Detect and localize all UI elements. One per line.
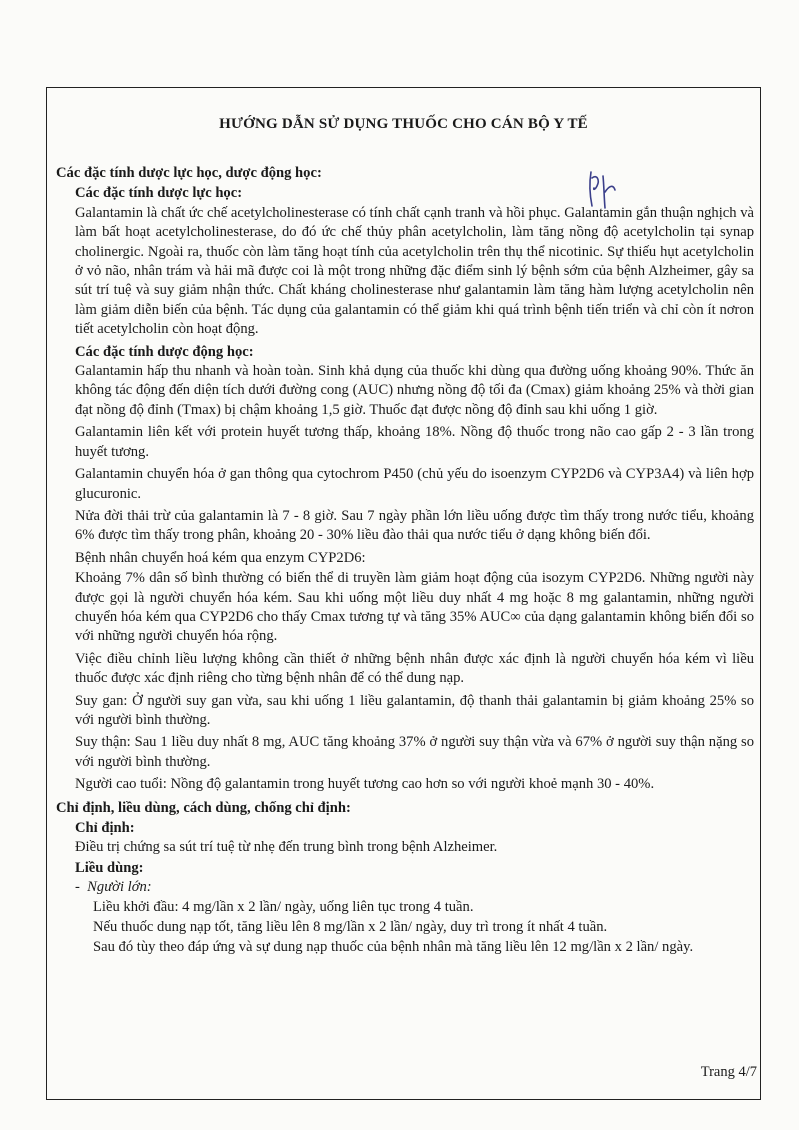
pk-paragraph-8: Suy gan: Ở người suy gan vừa, sau khi uống 1 liều galantamin, độ thanh thải galantamin bị giảm khoảng 25% so với người bình thường.: [75, 692, 754, 728]
pk-paragraph-3: Galantamin chuyển hóa ở gan thông qua cytochrom P450 (chủ yếu do isoenzym CYP2D6 và CYP3A4) và liên hợp glucuronic.: [75, 466, 754, 502]
handwritten-signature-icon: [585, 164, 625, 214]
indications-heading: Chỉ định, liều dùng, cách dùng, chống chỉ định:: [56, 799, 351, 816]
pk-paragraph-7: Việc điều chỉnh liều lượng không cần thiết ở những bệnh nhân được xác định là người chuyển hóa kém vì liều thuốc được xác định riêng cho từng bệnh nhân để có thể dung nạp.: [75, 650, 754, 687]
document-title: HƯỚNG DẪN SỬ DỤNG THUỐC CHO CÁN BỘ Y TẾ: [219, 116, 588, 132]
dose-line-2: Nếu thuốc dung nạp tốt, tăng liều lên 8 mg/lần x 2 lần/ ngày, duy trì trong ít nhất 4 tuần.: [93, 919, 608, 936]
pk-paragraph-10: Người cao tuổi: Nồng độ galantamin trong huyết tương cao hơn so với người khoẻ mạnh 30 - 40%.: [75, 776, 655, 793]
pharmacology-heading: Các đặc tính dược lực học, dược động học:: [56, 165, 322, 181]
chi-dinh-heading: Chỉ định:: [75, 820, 135, 836]
dose-line-1: Liều khởi đầu: 4 mg/lần x 2 lần/ ngày, uống liên tục trong 4 tuần.: [93, 898, 474, 915]
document-body: [56, 164, 754, 959]
page-number: Trang 4/7: [700, 1064, 757, 1080]
dose-line-3: Sau đó tùy theo đáp ứng và sự dung nạp thuốc của bệnh nhân mà tăng liều lên 12 mg/lần x 2 lần/ ngày.: [93, 939, 694, 956]
pk-paragraph-6: Khoảng 7% dân số bình thường có biến thể di truyền làm giảm hoạt động của isozym CYP2D6. Những người này được gọi là người chuyển hóa kém. Sau khi uống một liều duy nhất 4 mg hoặc 8 mg galantamin, những người chuyển hóa kém qua CYP2D6 cho thấy Cmax tương tự và tăng 35% AUC∞ của dạng galantamin không biến đổi so với những người chuyển hóa rộng.: [75, 570, 754, 645]
pk-paragraph-2: Galantamin liên kết với protein huyết tương thấp, khoảng 18%. Nồng độ thuốc trong não cao gấp 2 - 3 lần trong huyết tương.: [75, 424, 754, 460]
document-frame: [46, 87, 761, 1100]
adult-label-row: [75, 878, 754, 897]
adult-label: Người lớn:: [87, 879, 152, 896]
list-dash: -: [75, 879, 80, 896]
chi-dinh-text: Điều trị chứng sa sút trí tuệ từ nhẹ đến trung bình trong bệnh Alzheimer.: [75, 839, 498, 856]
pk-paragraph-9: Suy thận: Sau 1 liều duy nhất 8 mg, AUC tăng khoảng 37% ở người suy thận vừa và 67% ở người suy thận nặng so với người bình thường.: [75, 734, 754, 770]
pk-paragraph-1: Galantamin hấp thu nhanh và hoàn toàn. Sinh khả dụng của thuốc khi dùng qua đường uống khoảng 90%. Thức ăn không tác động đến diện tích dưới đường cong (AUC) nhưng nồng độ tối đa (Cmax) giảm khoảng 25% và thời gian đạt nồng độ đỉnh (Tmax) bị chậm khoảng 1,5 giờ. Thuốc đạt được nồng độ đỉnh sau khi uống 1 giờ.: [75, 363, 754, 418]
pharmacodynamics-text: Galantamin là chất ức chế acetylcholinesterase có tính chất cạnh tranh và hồi phục. Galantamin gắn thuận nghịch và làm bất hoạt acetylcholinesterase, do đó ức chế thủy phân acetylcholin, làm tăng nồng độ acetylcholin tại synap cholinergic. Ngoài ra, thuốc còn làm tăng hoạt tính của acetylcholin trên thụ thể nicotinic. Sự thiếu hụt acetylcholin ở vỏ não, nhân trám và hải mã được coi là một trong những đặc điểm sinh lý bệnh sớm của bệnh Alzheimer, gây sa sút trí tuệ và suy giảm nhận thức. Chất kháng cholinesterase như galantamin làm tăng hàm lượng acetylcholin nên làm giảm diễn biến của bệnh. Tác dụng của galantamin có thể giảm khi quá trình bệnh tiến triển và chỉ còn ít nơron tiết acetylcholin còn hoạt động.: [75, 204, 754, 338]
pharmacokinetics-heading: Các đặc tính dược động học:: [75, 343, 254, 360]
lieu-dung-heading: Liều dùng:: [75, 859, 144, 876]
pk-paragraph-5: Bệnh nhân chuyển hoá kém qua enzym CYP2D6:: [75, 549, 366, 566]
pk-paragraph-4: Nửa đời thải trừ của galantamin là 7 - 8 giờ. Sau 7 ngày phần lớn liều uống được tìm thấy trong nước tiểu, khoảng 6% được tìm thấy trong phân, khoảng 20 - 30% liều đào thải qua nước tiểu ở dạng không biến đổi.: [75, 507, 754, 544]
pharmacodynamics-heading: Các đặc tính dược lực học:: [75, 185, 243, 202]
